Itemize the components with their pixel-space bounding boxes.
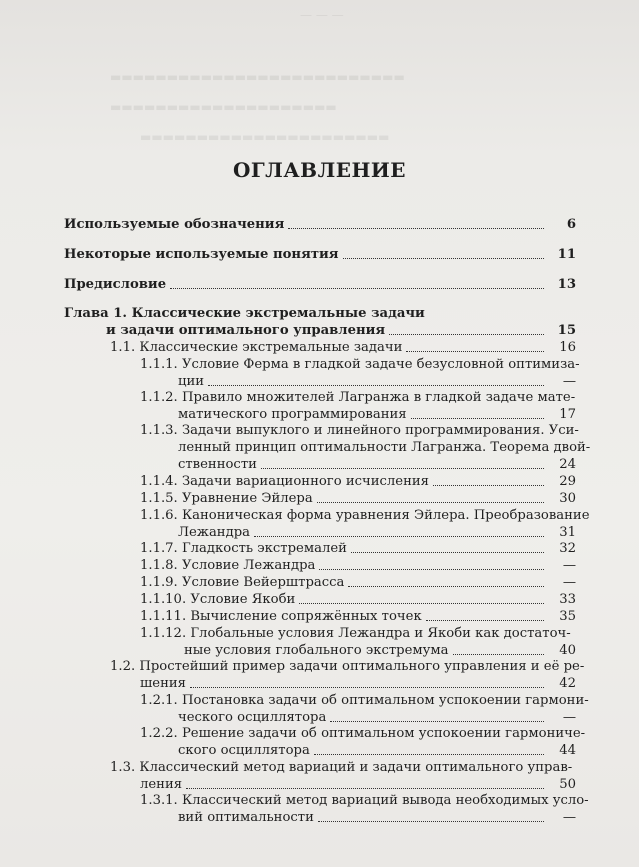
toc-entry[interactable] bbox=[64, 339, 576, 356]
dot-leader bbox=[170, 287, 544, 289]
toc-entry-title: 1.2.2. Решение задачи об оптимальном успокоении гармониче- bbox=[140, 726, 586, 741]
dot-leader bbox=[411, 417, 544, 419]
toc-entry[interactable] bbox=[64, 276, 576, 293]
toc-entry[interactable] bbox=[64, 216, 576, 233]
toc-entry-title: 1.1.2. Правило множителей Лагранжа в гладкой задаче мате- bbox=[140, 390, 576, 405]
toc-entry-title: ные условия глобального экстремума bbox=[184, 643, 449, 658]
dot-leader bbox=[348, 585, 544, 587]
toc-entry[interactable] bbox=[64, 557, 576, 574]
dot-leader bbox=[426, 619, 544, 621]
toc-entry-title: 1.2.1. Постановка задачи об оптимальном успокоении гармони- bbox=[140, 693, 589, 708]
toc-entry-title: 1.1.5. Уравнение Эйлера bbox=[140, 491, 313, 506]
toc-entry-title: и задачи оптимального управления bbox=[106, 323, 386, 338]
dot-leader bbox=[406, 350, 544, 352]
toc-entry-title: вий оптимальности bbox=[178, 810, 314, 825]
show-through-text: — — — bbox=[300, 8, 344, 22]
toc-entry[interactable] bbox=[64, 574, 576, 591]
toc-entry-title: Предисловие bbox=[64, 277, 167, 292]
dot-leader bbox=[343, 257, 544, 259]
toc-entry[interactable] bbox=[64, 507, 590, 541]
show-through-text: ▬▬▬▬▬▬▬▬▬▬▬▬▬▬▬▬▬▬▬▬▬▬ bbox=[140, 130, 390, 144]
toc-entry-title: ции bbox=[178, 374, 205, 389]
toc-entry[interactable] bbox=[64, 658, 585, 692]
toc-entry-title: ленный принцип оптимальности Лагранжа. Теорема двой- bbox=[178, 440, 591, 455]
dot-leader bbox=[318, 820, 544, 822]
page-number: 35 bbox=[559, 609, 576, 624]
page-number: 42 bbox=[559, 676, 576, 691]
dot-leader bbox=[186, 787, 544, 789]
toc-entry-title: ственности bbox=[178, 457, 257, 472]
toc-entry[interactable] bbox=[64, 305, 576, 339]
toc-entry[interactable] bbox=[64, 246, 576, 263]
toc-entry-title: Глава 1. Классические экстремальные задачи bbox=[64, 306, 425, 321]
page-number: 31 bbox=[559, 525, 576, 540]
page-number: 33 bbox=[559, 592, 576, 607]
dot-leader bbox=[351, 551, 544, 553]
toc-entry-title: 1.1.7. Гладкость экстремалей bbox=[140, 541, 347, 556]
page-number: 17 bbox=[559, 407, 576, 422]
toc-entry-title: 1.1.3. Задачи выпуклого и линейного программирования. Уси- bbox=[140, 423, 579, 438]
toc-entry[interactable] bbox=[64, 625, 576, 659]
toc-entry[interactable] bbox=[64, 356, 580, 390]
dot-leader bbox=[208, 384, 544, 386]
toc-entry[interactable] bbox=[64, 540, 576, 557]
page-number: 32 bbox=[559, 541, 576, 556]
page-number: 30 bbox=[559, 491, 576, 506]
page-number: 15 bbox=[557, 323, 576, 338]
toc-entry-title: 1.1.8. Условие Лежандра bbox=[140, 558, 316, 573]
toc-entry-title: 1.1.4. Задачи вариационного исчисления bbox=[140, 474, 429, 489]
dot-leader bbox=[314, 753, 544, 755]
toc-entry-title: ского осциллятора bbox=[178, 743, 310, 758]
dot-leader bbox=[389, 333, 544, 335]
toc-entry-title: 1.2. Простейший пример задачи оптимального управления и её ре- bbox=[110, 659, 585, 674]
dot-leader bbox=[299, 602, 544, 604]
dot-leader bbox=[288, 227, 544, 229]
page-number: 13 bbox=[557, 277, 576, 292]
toc-entry-title: 1.1.11. Вычисление сопряжённых точек bbox=[140, 609, 422, 624]
page-number: 16 bbox=[559, 340, 576, 355]
toc-entry[interactable] bbox=[64, 608, 576, 625]
page-number: — bbox=[562, 575, 576, 590]
dot-leader bbox=[317, 501, 544, 503]
toc-entry-title: 1.3.1. Классический метод вариаций вывода необходимых усло- bbox=[140, 793, 589, 808]
toc-entry[interactable] bbox=[64, 473, 576, 490]
page-number: 44 bbox=[559, 743, 576, 758]
toc-entry-title: шения bbox=[140, 676, 186, 691]
page-title: ОГЛАВЛЕНИЕ bbox=[232, 158, 407, 182]
show-through-text: ▬▬▬▬▬▬▬▬▬▬▬▬▬▬▬▬▬▬▬▬▬▬▬▬▬▬ bbox=[110, 70, 405, 84]
toc-entry[interactable] bbox=[64, 792, 589, 826]
page-number: 6 bbox=[566, 217, 576, 232]
toc-entry[interactable] bbox=[64, 759, 576, 793]
toc-entry-title: 1.1.9. Условие Вейерштрасса bbox=[140, 575, 345, 590]
toc-entry[interactable] bbox=[64, 490, 576, 507]
dot-leader bbox=[330, 720, 544, 722]
toc-entry[interactable] bbox=[64, 725, 586, 759]
toc-entry[interactable] bbox=[64, 389, 576, 423]
dot-leader bbox=[190, 686, 544, 688]
toc-entry-title: ческого осциллятора bbox=[178, 710, 327, 725]
page-number: 24 bbox=[559, 457, 576, 472]
toc-entry-title: 1.3. Классический метод вариаций и задачи оптимального управ- bbox=[110, 760, 573, 775]
toc-entry-title: матического программирования bbox=[178, 407, 407, 422]
toc-entry[interactable] bbox=[64, 422, 591, 473]
toc-entry-title: 1.1. Классические экстремальные задачи bbox=[110, 340, 403, 355]
dot-leader bbox=[433, 484, 544, 486]
show-through-text: ▬▬▬▬▬▬▬▬▬▬▬▬▬▬▬▬▬▬▬▬ bbox=[110, 100, 337, 114]
page-number: — bbox=[562, 810, 576, 825]
dot-leader bbox=[319, 568, 544, 570]
toc-entry[interactable] bbox=[64, 692, 589, 726]
page-number: — bbox=[562, 710, 576, 725]
toc-entry-title: Лежандра bbox=[178, 525, 251, 540]
page-number: 50 bbox=[559, 777, 576, 792]
toc-entry-title: Некоторые используемые понятия bbox=[64, 247, 339, 262]
dot-leader bbox=[254, 535, 544, 537]
toc-entry[interactable] bbox=[64, 591, 576, 608]
dot-leader bbox=[261, 467, 544, 469]
toc-entry-title: 1.1.6. Каноническая форма уравнения Эйлера. Преобразование bbox=[140, 508, 590, 523]
page-number: — bbox=[562, 558, 576, 573]
toc-entry-title: 1.1.1. Условие Ферма в гладкой задаче безусловной оптимиза- bbox=[140, 357, 580, 372]
page-number: 40 bbox=[559, 643, 576, 658]
page-number: 29 bbox=[559, 474, 576, 489]
page-number: — bbox=[562, 374, 576, 389]
toc-entry-title: ления bbox=[140, 777, 183, 792]
toc-entry-title: 1.1.12. Глобальные условия Лежандра и Якоби как достаточ- bbox=[140, 626, 571, 641]
dot-leader bbox=[453, 653, 544, 655]
toc-entry-title: 1.1.10. Условие Якоби bbox=[140, 592, 296, 607]
page-number: 11 bbox=[557, 247, 576, 262]
toc-entry-title: Используемые обозначения bbox=[64, 217, 285, 232]
